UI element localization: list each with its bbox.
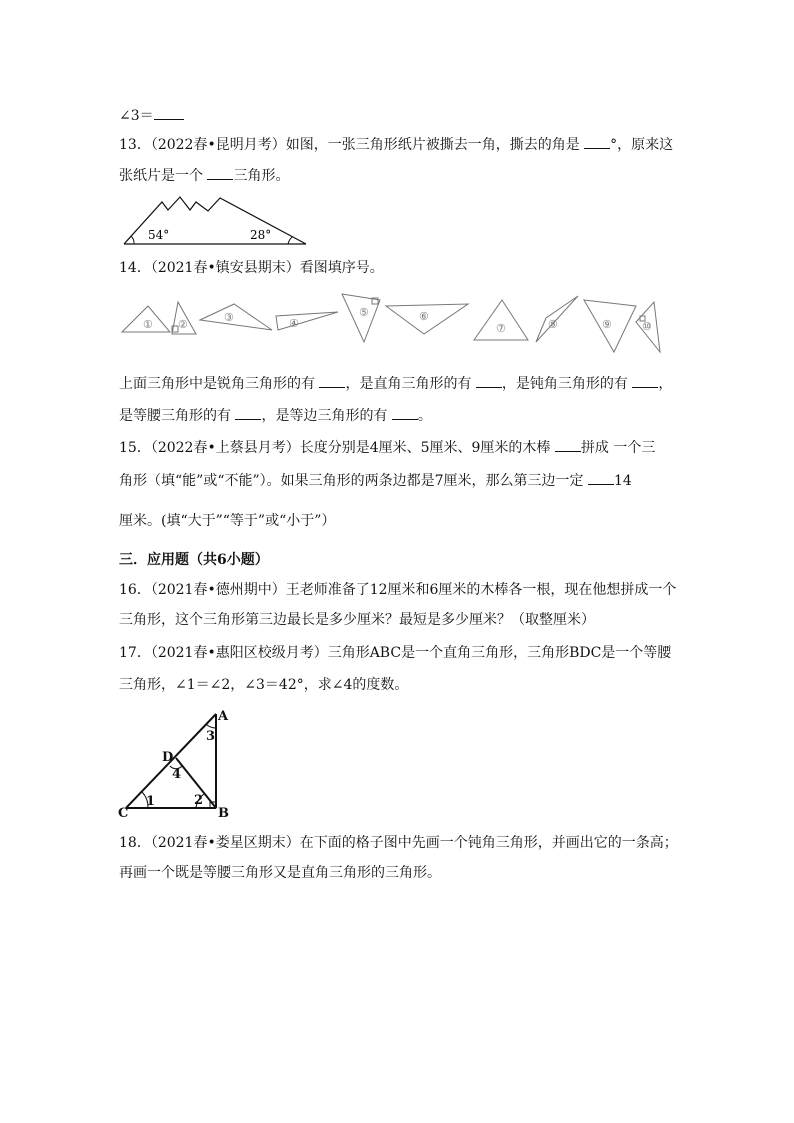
q14-period: 。 <box>417 408 432 424</box>
shape-label-4: ④ <box>289 317 299 330</box>
q13-torn-triangle-figure <box>120 192 310 248</box>
q17-line1 <box>119 643 671 663</box>
q15-line2 <box>119 470 632 491</box>
q15-text2: 角形（填“能”或“不能”）。如果三角形的两条边都是7厘米，那么第三边一定 <box>119 473 584 489</box>
q13-text: 13．（2022春•昆明月考）如图，一张三角形纸片被撕去一角，撕去的角是 <box>119 137 580 153</box>
q12-answer-line <box>119 105 184 126</box>
q14-isosceles-text: 是等腰三角形的有 <box>119 408 231 424</box>
q14-obtuse-text: ，是钝角三角形的有 <box>501 376 628 392</box>
q14-line1 <box>119 373 672 394</box>
q13-blank-angle[interactable] <box>584 134 610 149</box>
vertex-B-label: B <box>218 806 229 818</box>
q14-line2 <box>119 405 432 426</box>
shape-label-10: ⑩ <box>642 320 652 333</box>
q14-right-text: ，是直角三角形的有 <box>345 376 472 392</box>
q15-blank-compare[interactable] <box>588 470 614 485</box>
q14-acute-text: 上面三角形中是锐角三角形的有 <box>119 376 315 392</box>
shape-label-2: ② <box>178 318 188 331</box>
q13-text2: 张纸片是一个 <box>119 168 203 184</box>
q15-number: 14 <box>614 473 632 489</box>
angle-3-label: 3 <box>206 729 216 744</box>
q12-blank[interactable] <box>154 105 184 120</box>
shape-label-6: ⑥ <box>419 310 429 323</box>
shape-label-5: ⑤ <box>359 306 369 319</box>
q13-angle-28-label: 28° <box>250 228 272 242</box>
q13-line1 <box>119 134 673 155</box>
triangle-4 <box>276 312 338 330</box>
q16-text1: 16．（2021春•德州期中）王老师准备了12厘米和6厘米的木棒各一根，现在他想拼成一个 <box>119 582 677 598</box>
q14-blank-isosceles[interactable] <box>235 405 261 420</box>
q17-text1: 17．（2021春•惠阳区校级月考）三角形ABC是一个直角三角形，三角形BDC是一个等腰 <box>119 645 672 661</box>
vertex-C-label: C <box>118 806 129 818</box>
q14-title <box>119 258 384 278</box>
q13-angle-54-label: 54° <box>148 228 170 242</box>
q14-blank-equilateral[interactable] <box>392 405 418 420</box>
q18-line1 <box>119 833 678 853</box>
q15-text1-post: 拼成 一个三 <box>580 440 656 456</box>
q16-line2 <box>119 610 595 630</box>
shape-label-9: ⑨ <box>602 318 612 331</box>
q14-equilateral-text: ，是等边三角形的有 <box>261 408 388 424</box>
q14-blank-acute[interactable] <box>319 373 345 388</box>
vertex-A-label: A <box>218 709 229 724</box>
q16-line1 <box>119 580 676 600</box>
q13-line2 <box>119 165 289 186</box>
section-3-title: 三．应用题（共6小题） <box>119 552 269 568</box>
q12-text: ∠3＝ <box>119 108 154 124</box>
q15-text1: 15．（2022春•上蔡县月考）长度分别是4厘米、5厘米、9厘米的木棒 <box>119 440 551 456</box>
q18-line2 <box>119 863 441 883</box>
q14-blank-right[interactable] <box>476 373 502 388</box>
shape-label-7: ⑦ <box>496 322 506 335</box>
q17-triangle-figure <box>118 706 238 818</box>
q18-text1: 18．（2021春•娄星区期末）在下面的格子图中先画一个钝角三角形，并画出它的一条高； <box>119 835 678 851</box>
q14-comma: ， <box>658 376 673 392</box>
q15-line3 <box>119 511 335 531</box>
shape-label-3: ③ <box>224 311 234 324</box>
shape-label-8: ⑧ <box>548 318 558 331</box>
q14-title-text: 14．（2021春•镇安县期末）看图填序号。 <box>119 260 384 276</box>
q13-text2-post: 三角形。 <box>233 168 290 184</box>
q15-line1 <box>119 437 655 458</box>
q17-line2 <box>119 675 408 695</box>
angle-4-label: 4 <box>172 767 182 782</box>
q15-blank-can[interactable] <box>555 437 581 452</box>
angle-1-label: 1 <box>146 794 156 809</box>
angle-2-label: 2 <box>194 793 204 808</box>
q17-text2: 三角形，∠1＝∠2，∠3＝42°，求∠4的度数。 <box>119 677 409 693</box>
shape-label-1: ① <box>143 318 153 331</box>
q13-text-mid: °，原来这 <box>610 137 674 153</box>
q13-blank-type[interactable] <box>207 165 233 180</box>
q14-blank-obtuse[interactable] <box>632 373 658 388</box>
triangle-3 <box>200 304 272 330</box>
q14-triangles-figure <box>118 292 678 358</box>
vertex-D-label: D <box>162 750 174 765</box>
q16-text2: 三角形，这个三角形第三边最长是多少厘米？最短是多少厘米？（取整厘米） <box>119 612 595 628</box>
q18-text2: 再画一个既是等腰三角形又是直角三角形的三角形。 <box>119 865 441 881</box>
q15-text3: 厘米。(填“大于”“等于”或“小于”） <box>119 513 336 529</box>
section-3-heading <box>119 550 269 570</box>
